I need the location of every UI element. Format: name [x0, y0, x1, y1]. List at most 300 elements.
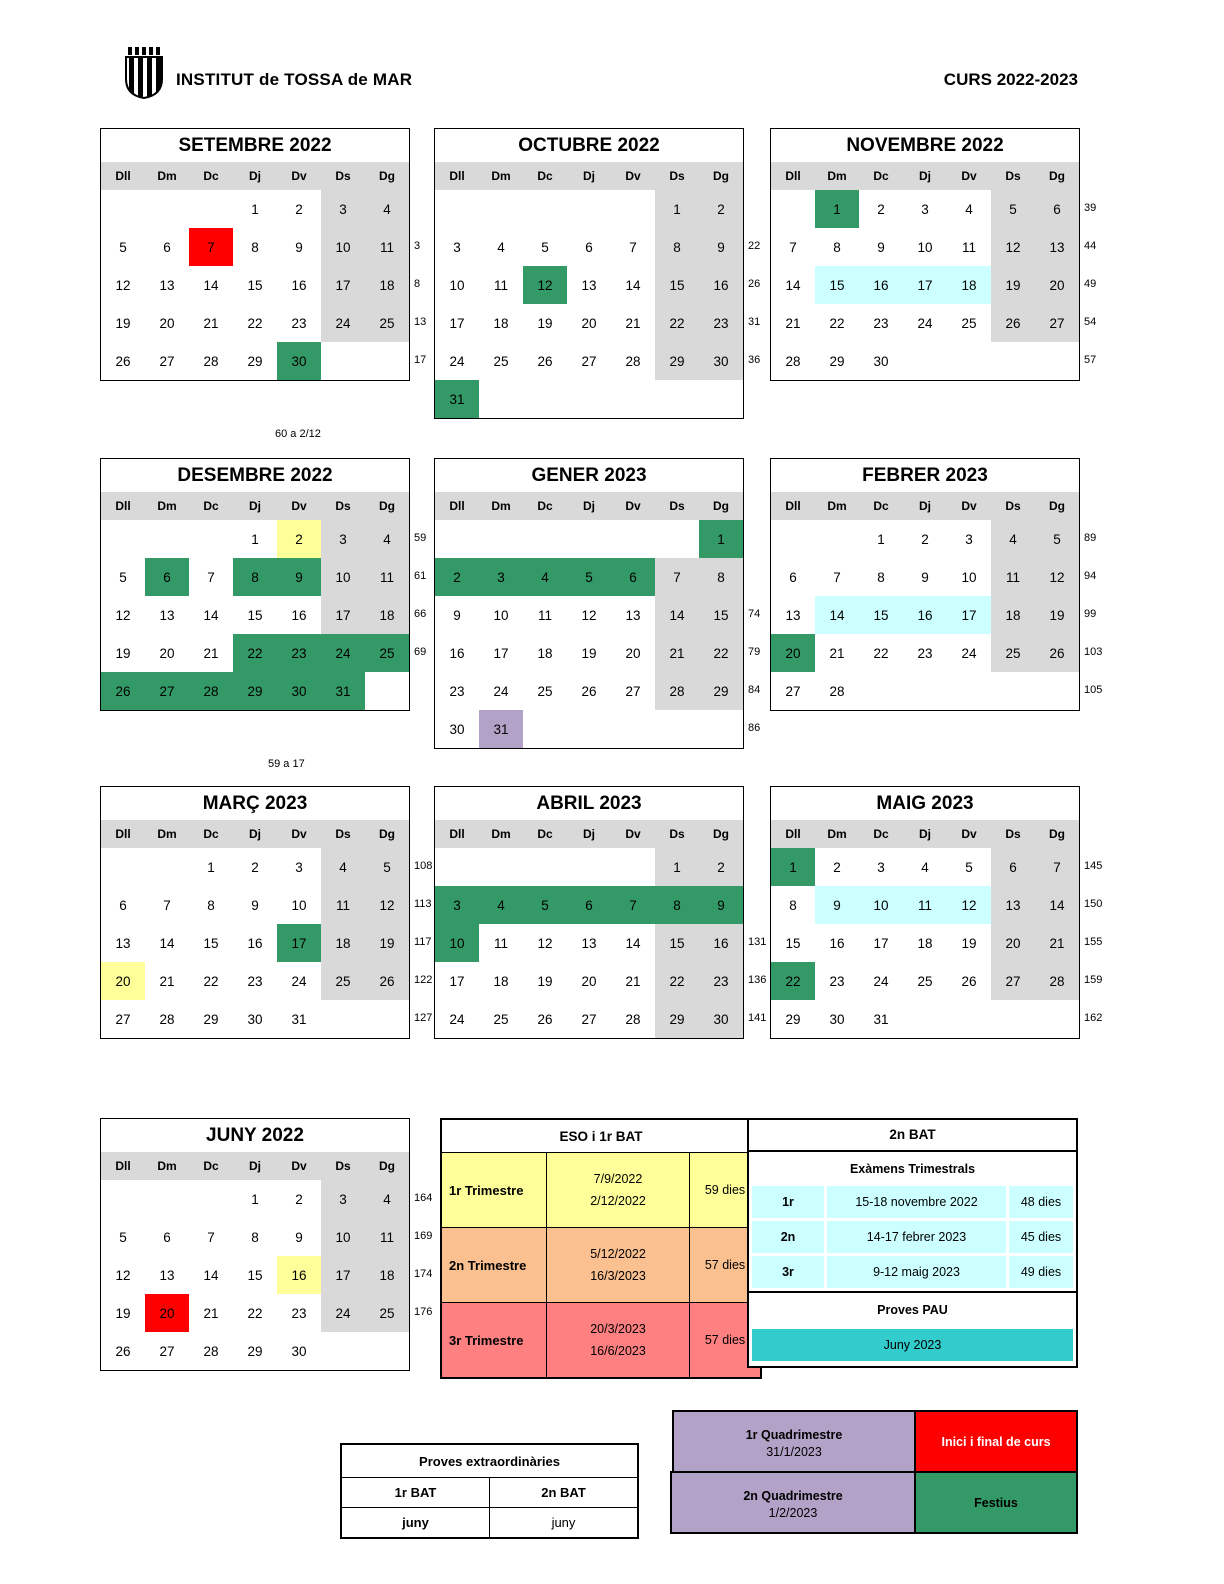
day-cell: 27 [159, 353, 175, 369]
day-cell: 10 [321, 558, 365, 596]
day-cell: 20 [159, 645, 175, 661]
day-cell [145, 1180, 189, 1218]
day-cell: 9 [295, 1229, 303, 1245]
school-day-count: 155 [1084, 936, 1103, 948]
weekday-header: Dm [815, 820, 859, 848]
day-cell: 11 [493, 277, 508, 293]
day-cell [523, 848, 567, 886]
weekday-header: Dll [771, 820, 815, 848]
exam-label: 1r [752, 1186, 824, 1218]
weekday-header: Dv [277, 1152, 321, 1180]
day-cell [523, 710, 567, 748]
day-cell: 20 [581, 315, 597, 331]
day-cell: 20 [581, 973, 597, 989]
weekday-header: Dv [277, 820, 321, 848]
day-cell: 6 [1035, 190, 1079, 228]
day-cell: 27 [581, 1011, 597, 1027]
exam-label: 2n [752, 1221, 824, 1253]
bat-table [747, 1118, 1078, 1368]
day-cell: 19 [991, 266, 1035, 304]
day-cell: 16 [247, 935, 263, 951]
day-cell: 23 [699, 304, 743, 342]
school-day-count: 59 [414, 532, 427, 544]
day-cell: 3 [921, 201, 929, 217]
day-cell: 20 [625, 645, 641, 661]
day-cell: 28 [1035, 962, 1079, 1000]
day-cell: 2 [277, 520, 321, 558]
day-cell [947, 342, 991, 380]
eso-table-title: ESO i 1r BAT [441, 1119, 761, 1153]
weekday-header: Dm [815, 492, 859, 520]
day-cell: 30 [829, 1011, 845, 1027]
day-cell: 18 [991, 596, 1035, 634]
school-day-count: 49 [1084, 278, 1097, 290]
day-cell: 18 [365, 266, 409, 304]
day-cell: 1 [655, 190, 699, 228]
day-cell: 21 [203, 1305, 219, 1321]
day-cell: 30 [291, 1343, 307, 1359]
day-cell: 15 [815, 266, 859, 304]
week-counts [414, 189, 426, 379]
day-cell: 27 [159, 1343, 175, 1359]
day-cell: 9 [877, 239, 885, 255]
weekday-header: Dg [699, 492, 743, 520]
weekday-header: Dc [189, 162, 233, 190]
school-day-count: 74 [748, 608, 761, 620]
day-cell: 28 [159, 1011, 175, 1027]
school-day-count [748, 189, 760, 227]
day-cell: 26 [101, 672, 145, 710]
weekday-header: Dll [771, 492, 815, 520]
weekday-header: Dv [947, 820, 991, 848]
month-juny-2022 [100, 1118, 410, 1371]
day-cell: 22 [655, 304, 699, 342]
school-logo [122, 46, 166, 100]
weekday-header: Dm [145, 820, 189, 848]
day-cell: 19 [537, 973, 553, 989]
trimester-end: 16/6/2023 [590, 1344, 646, 1358]
day-cell: 11 [961, 239, 976, 255]
day-cell: 11 [493, 935, 508, 951]
day-cell: 1 [877, 531, 885, 547]
day-cell: 25 [321, 962, 365, 1000]
school-day-count: 136 [748, 974, 767, 986]
day-cell: 6 [567, 886, 611, 924]
day-cell: 25 [365, 634, 409, 672]
day-cell: 24 [449, 1011, 465, 1027]
day-cell: 14 [785, 277, 801, 293]
day-cell: 26 [991, 304, 1035, 342]
day-cell: 10 [321, 1218, 365, 1256]
weekday-header: Ds [655, 820, 699, 848]
school-day-count: 162 [1084, 1012, 1103, 1024]
legend-inici [914, 1410, 1078, 1473]
school-day-count: 174 [414, 1268, 433, 1280]
day-cell: 16 [449, 645, 465, 661]
weekday-header: Dll [101, 820, 145, 848]
day-cell: 2 [877, 201, 885, 217]
pau-date: Juny 2023 [752, 1329, 1073, 1361]
day-cell: 21 [625, 973, 641, 989]
day-cell [1035, 342, 1079, 380]
trimester-label: 2n Trimestre [441, 1228, 547, 1303]
school-day-count: 150 [1084, 898, 1103, 910]
day-cell [947, 672, 991, 710]
legend-q1-label: 1r Quadrimestre [745, 1427, 843, 1442]
day-cell: 7 [1035, 848, 1079, 886]
day-cell: 13 [785, 607, 801, 623]
day-cell [567, 710, 611, 748]
school-day-count: 84 [748, 684, 761, 696]
weekday-header: Dj [903, 492, 947, 520]
weekday-header: Dg [699, 162, 743, 190]
month-gener-2023 [434, 458, 744, 749]
trimester-dates [547, 1228, 690, 1303]
day-cell: 3 [877, 859, 885, 875]
day-cell: 22 [247, 315, 263, 331]
day-cell: 8 [655, 886, 699, 924]
day-cell: 15 [785, 935, 801, 951]
weekday-header: Dll [771, 162, 815, 190]
day-cell: 8 [833, 239, 841, 255]
day-cell: 17 [449, 973, 465, 989]
day-cell: 7 [207, 1229, 215, 1245]
day-cell: 13 [1035, 228, 1079, 266]
day-cell [903, 342, 947, 380]
day-cell [321, 1332, 365, 1370]
weekday-header: Dg [365, 162, 409, 190]
day-cell: 28 [625, 353, 641, 369]
day-cell: 20 [101, 962, 145, 1000]
day-cell: 13 [581, 277, 597, 293]
week-counts [414, 519, 426, 709]
day-cell [101, 190, 145, 228]
day-cell: 18 [365, 596, 409, 634]
day-cell: 1 [251, 531, 259, 547]
exam-days: 45 dies [1009, 1221, 1073, 1253]
day-cell: 26 [115, 1343, 131, 1359]
calendar-note: 60 a 2/12 [275, 428, 321, 440]
day-cell: 22 [233, 634, 277, 672]
legend-festius [914, 1471, 1078, 1534]
day-cell [435, 190, 479, 228]
month-grid [771, 492, 1079, 710]
day-cell: 14 [625, 277, 641, 293]
day-cell: 26 [537, 353, 553, 369]
day-cell: 13 [625, 607, 641, 623]
day-cell: 31 [873, 1011, 889, 1027]
day-cell: 20 [991, 924, 1035, 962]
day-cell [947, 1000, 991, 1038]
eso-1rbat-table [440, 1118, 762, 1379]
month-marc-2023 [100, 786, 410, 1039]
weekday-header: Dc [859, 492, 903, 520]
day-cell: 19 [365, 924, 409, 962]
school-day-count: 26 [748, 278, 761, 290]
weekday-header: Dj [233, 1152, 277, 1180]
day-cell: 22 [203, 973, 219, 989]
day-cell [567, 190, 611, 228]
day-cell: 15 [699, 596, 743, 634]
day-cell: 14 [815, 596, 859, 634]
weekday-header: Dj [567, 492, 611, 520]
week-counts [414, 847, 432, 1037]
day-cell [771, 190, 815, 228]
school-name: INSTITUT de TOSSA de MAR [176, 70, 413, 89]
day-cell: 29 [655, 342, 699, 380]
day-cell: 16 [291, 607, 307, 623]
trimester-start: 20/3/2023 [590, 1321, 646, 1336]
legend-q1 [672, 1410, 916, 1473]
day-cell [145, 520, 189, 558]
day-cell: 25 [365, 1294, 409, 1332]
exam-dates: 15-18 novembre 2022 [827, 1186, 1006, 1218]
day-cell [611, 380, 655, 418]
day-cell: 12 [537, 935, 553, 951]
weekday-header: Dj [233, 162, 277, 190]
day-cell: 23 [291, 1305, 307, 1321]
month-title: OCTUBRE 2022 [518, 134, 660, 156]
day-cell: 11 [365, 558, 409, 596]
school-day-count [414, 189, 426, 227]
day-cell: 5 [119, 239, 127, 255]
day-cell: 10 [321, 228, 365, 266]
weekday-header: Ds [655, 492, 699, 520]
month-title: MAIG 2023 [876, 792, 974, 814]
day-cell: 3 [479, 558, 523, 596]
school-day-count: 54 [1084, 316, 1097, 328]
day-cell [145, 190, 189, 228]
day-cell: 4 [365, 520, 409, 558]
day-cell: 16 [277, 1256, 321, 1294]
day-cell: 16 [829, 935, 845, 951]
day-cell: 2 [251, 859, 259, 875]
day-cell [101, 848, 145, 886]
weekday-header: Dc [859, 820, 903, 848]
weekday-header: Dj [233, 820, 277, 848]
day-cell: 5 [567, 558, 611, 596]
week-counts [1084, 519, 1102, 709]
month-grid [435, 820, 743, 1038]
school-day-count: 31 [748, 316, 761, 328]
week-counts [748, 519, 760, 747]
day-cell: 30 [277, 672, 321, 710]
bat-exam-rows [749, 1186, 1076, 1291]
day-cell: 8 [789, 897, 797, 913]
day-cell: 25 [493, 353, 509, 369]
day-cell: 16 [291, 277, 307, 293]
legend [672, 1410, 1078, 1532]
school-day-count: 79 [748, 646, 761, 658]
day-cell: 6 [789, 569, 797, 585]
trimester-row [441, 1153, 761, 1228]
weekday-header: Dc [189, 1152, 233, 1180]
day-cell: 7 [611, 886, 655, 924]
trimester-label: 1r Trimestre [441, 1153, 547, 1228]
day-cell [699, 710, 743, 748]
trimester-row [441, 1228, 761, 1303]
day-cell: 29 [699, 672, 743, 710]
day-cell [321, 342, 365, 380]
day-cell [479, 190, 523, 228]
day-cell: 19 [581, 645, 597, 661]
school-day-count: 36 [748, 354, 761, 366]
day-cell [991, 672, 1035, 710]
month-grid [101, 1152, 409, 1370]
day-cell: 4 [497, 239, 505, 255]
day-cell: 4 [321, 848, 365, 886]
weekday-header: Dj [903, 820, 947, 848]
day-cell: 15 [655, 924, 699, 962]
day-cell: 14 [203, 607, 219, 623]
day-cell: 13 [159, 277, 175, 293]
day-cell: 26 [961, 973, 977, 989]
school-day-count: 117 [414, 936, 432, 948]
day-cell: 13 [159, 607, 175, 623]
weekday-header: Dll [435, 492, 479, 520]
school-day-count: 57 [1084, 354, 1097, 366]
exam-days: 48 dies [1009, 1186, 1073, 1218]
day-cell: 6 [119, 897, 127, 913]
day-cell: 6 [145, 558, 189, 596]
day-cell: 25 [991, 634, 1035, 672]
weekday-header: Dc [523, 820, 567, 848]
weekday-header: Dll [101, 162, 145, 190]
legend-q2-date: 1/2/2023 [768, 1505, 818, 1520]
day-cell: 13 [115, 935, 131, 951]
day-cell: 10 [291, 897, 307, 913]
week-counts [1084, 189, 1096, 379]
day-cell: 1 [699, 520, 743, 558]
day-cell: 3 [435, 886, 479, 924]
day-cell: 3 [321, 520, 365, 558]
day-cell: 31 [321, 672, 365, 710]
day-cell [479, 848, 523, 886]
day-cell [567, 380, 611, 418]
day-cell [903, 672, 947, 710]
day-cell: 11 [321, 886, 365, 924]
day-cell: 12 [115, 607, 131, 623]
day-cell: 21 [655, 634, 699, 672]
school-day-count: 61 [414, 570, 427, 582]
school-day-count: 3 [414, 240, 421, 252]
weekday-header: Dj [233, 492, 277, 520]
day-cell: 24 [917, 315, 933, 331]
day-cell: 1 [207, 859, 215, 875]
day-cell: 25 [917, 973, 933, 989]
day-cell [1035, 1000, 1079, 1038]
day-cell: 20 [145, 1294, 189, 1332]
day-cell [1035, 672, 1079, 710]
day-cell: 3 [321, 1180, 365, 1218]
trimester-end: 16/3/2023 [590, 1269, 646, 1283]
day-cell: 6 [585, 239, 593, 255]
week-counts [748, 847, 766, 1037]
day-cell: 4 [365, 1180, 409, 1218]
school-day-count [748, 379, 760, 417]
weekday-header: Dc [189, 492, 233, 520]
day-cell: 24 [291, 973, 307, 989]
month-grid [101, 492, 409, 710]
day-cell: 7 [189, 228, 233, 266]
day-cell: 20 [1035, 266, 1079, 304]
day-cell: 8 [251, 239, 259, 255]
day-cell: 5 [119, 1229, 127, 1245]
day-cell: 7 [163, 897, 171, 913]
weekday-header: Dm [479, 492, 523, 520]
day-cell: 19 [537, 315, 553, 331]
school-day-count: 131 [748, 936, 767, 948]
day-cell: 15 [859, 596, 903, 634]
day-cell: 1 [251, 1191, 259, 1207]
month-title: MARÇ 2023 [202, 792, 308, 814]
day-cell: 4 [921, 859, 929, 875]
day-cell [655, 710, 699, 748]
day-cell: 10 [493, 607, 509, 623]
day-cell [479, 520, 523, 558]
month-desembre-2022 [100, 458, 410, 711]
weekday-header: Ds [321, 492, 365, 520]
school-day-count: 99 [1084, 608, 1097, 620]
legend-q2 [670, 1471, 916, 1534]
weekday-header: Ds [991, 492, 1035, 520]
day-cell: 22 [873, 645, 889, 661]
weekday-header: Ds [321, 1152, 365, 1180]
school-day-count: 39 [1084, 202, 1097, 214]
day-cell: 22 [247, 1305, 263, 1321]
day-cell: 22 [655, 962, 699, 1000]
weekday-header: Dm [145, 492, 189, 520]
day-cell: 2 [921, 531, 929, 547]
day-cell: 24 [873, 973, 889, 989]
weekday-header: Dll [101, 492, 145, 520]
day-cell: 2 [295, 201, 303, 217]
course-title: CURS 2022-2023 [943, 70, 1078, 89]
day-cell [189, 520, 233, 558]
proves-extraordinaries-table [340, 1443, 639, 1539]
day-cell: 14 [203, 1267, 219, 1283]
day-cell [435, 848, 479, 886]
school-day-count: 145 [1084, 860, 1103, 872]
day-cell: 17 [493, 645, 509, 661]
day-cell: 11 [991, 558, 1035, 596]
day-cell: 27 [785, 683, 801, 699]
school-day-count: 94 [1084, 570, 1097, 582]
day-cell: 8 [877, 569, 885, 585]
trimester-end: 2/12/2022 [590, 1194, 646, 1208]
day-cell: 28 [189, 672, 233, 710]
trimester-row [441, 1303, 761, 1379]
day-cell: 21 [203, 645, 219, 661]
day-cell: 9 [277, 558, 321, 596]
day-cell: 6 [163, 239, 171, 255]
weekday-header: Dm [479, 820, 523, 848]
day-cell: 19 [961, 935, 977, 951]
day-cell [859, 672, 903, 710]
trimester-days: 59 dies [690, 1153, 762, 1228]
school-day-count: 22 [748, 240, 761, 252]
day-cell: 12 [115, 1267, 131, 1283]
school-day-count: 17 [414, 354, 427, 366]
day-cell: 6 [611, 558, 655, 596]
day-cell: 31 [435, 380, 479, 418]
day-cell: 2 [295, 1191, 303, 1207]
day-cell: 18 [947, 266, 991, 304]
day-cell: 10 [449, 277, 465, 293]
day-cell [991, 342, 1035, 380]
school-day-count: 159 [1084, 974, 1103, 986]
day-cell: 3 [295, 859, 303, 875]
